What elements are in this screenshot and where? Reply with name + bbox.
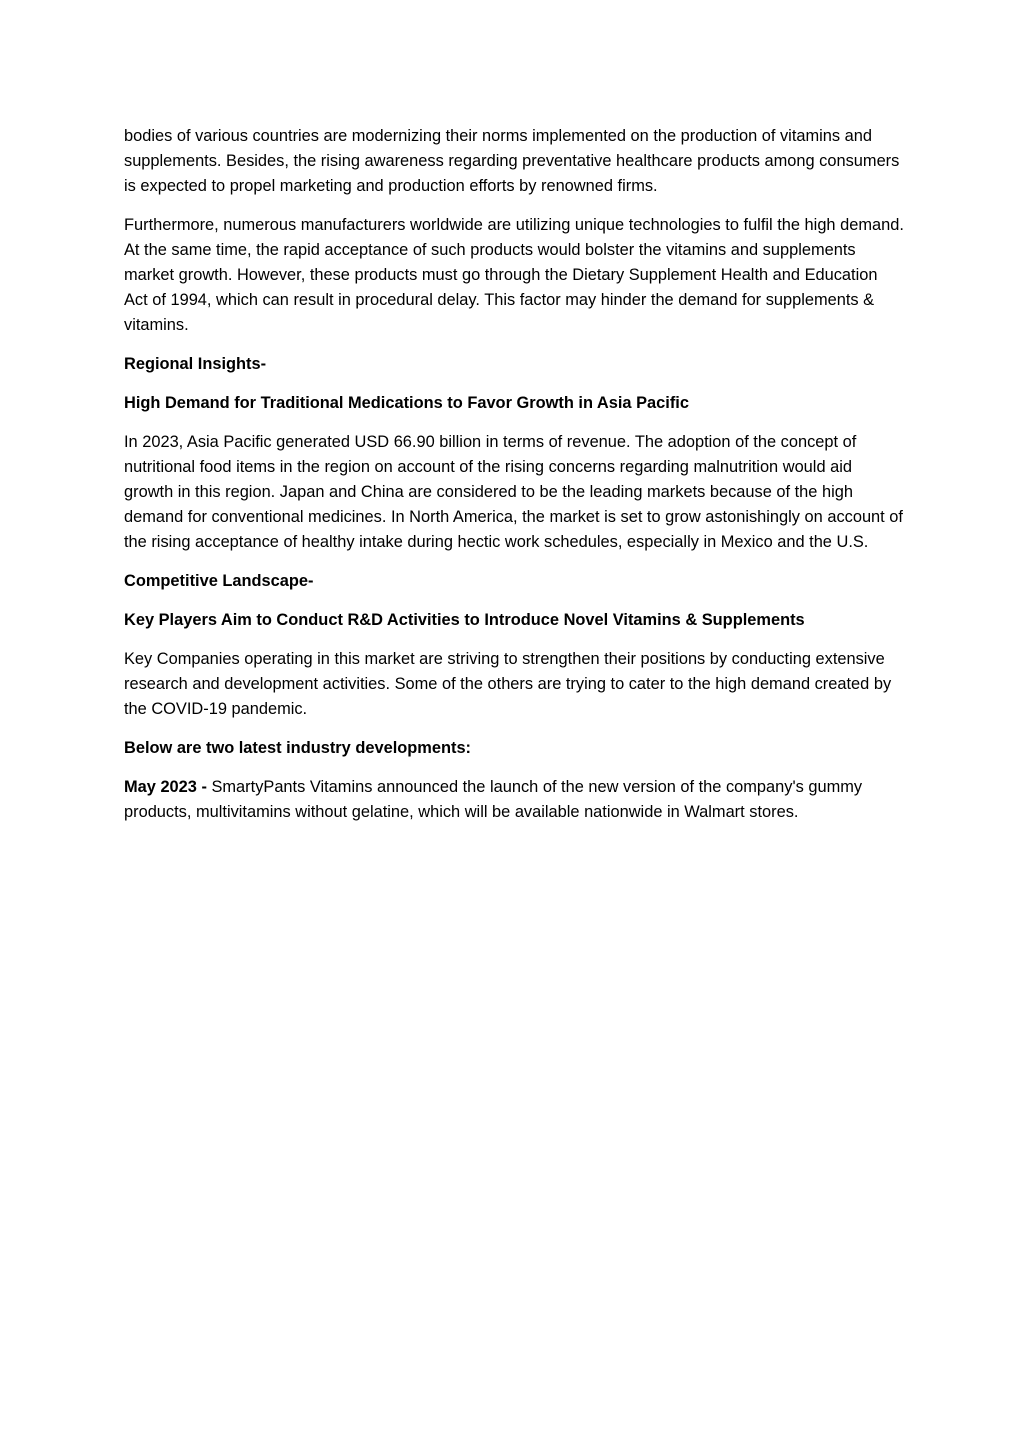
paragraph-regional-insights: In 2023, Asia Pacific generated USD 66.90 billion in terms of revenue. The adoption of the concept of nutritional food items in the region on account of the rising concerns regarding malnutrition would aid growth in this region. Japan and China are considered to be the leading markets because of the high demand for conventional medicines. In North America, the market is set to grow astonishingly on account of the rising acceptance of healthy intake during hectic work schedules, especially in Mexico and the U.S.	[124, 433, 903, 551]
regional-insights-subheading: High Demand for Traditional Medications to Favor Growth in Asia Pacific	[124, 394, 689, 412]
document-page	[124, 124, 904, 839]
paragraph-development-may-2023	[124, 775, 904, 825]
paragraph-regulatory-bodies: bodies of various countries are modernizing their norms implemented on the production of vitamins and supplements. Besides, the rising awareness regarding preventative healthcare products among consumers is expected to propel marketing and production efforts by renowned firms.	[124, 127, 900, 195]
competitive-landscape-subheading: Key Players Aim to Conduct R&D Activities to Introduce Novel Vitamins & Supplements	[124, 611, 805, 629]
development-date-label: May 2023 -	[124, 778, 207, 796]
paragraph-manufacturers: Furthermore, numerous manufacturers worldwide are utilizing unique technologies to fulfil the high demand. At the same time, the rapid acceptance of such products would bolster the vitamins and supplements market growth. However, these products must go through the Dietary Supplement Health and Education Act of 1994, which can result in procedural delay. This factor may hinder the demand for supplements & vitamins.	[124, 216, 904, 334]
competitive-landscape-heading: Competitive Landscape-	[124, 572, 314, 590]
industry-developments-heading: Below are two latest industry developments:	[124, 739, 472, 757]
paragraph-competitive-landscape: Key Companies operating in this market are striving to strengthen their positions by conducting extensive research and development activities. Some of the others are trying to cater to the high demand created by the COVID-19 pandemic.	[124, 650, 892, 718]
regional-insights-heading: Regional Insights-	[124, 355, 267, 373]
development-text: SmartyPants Vitamins announced the launch of the new version of the company's gummy products, multivitamins without gelatine, which will be available nationwide in Walmart stores.	[124, 778, 863, 821]
